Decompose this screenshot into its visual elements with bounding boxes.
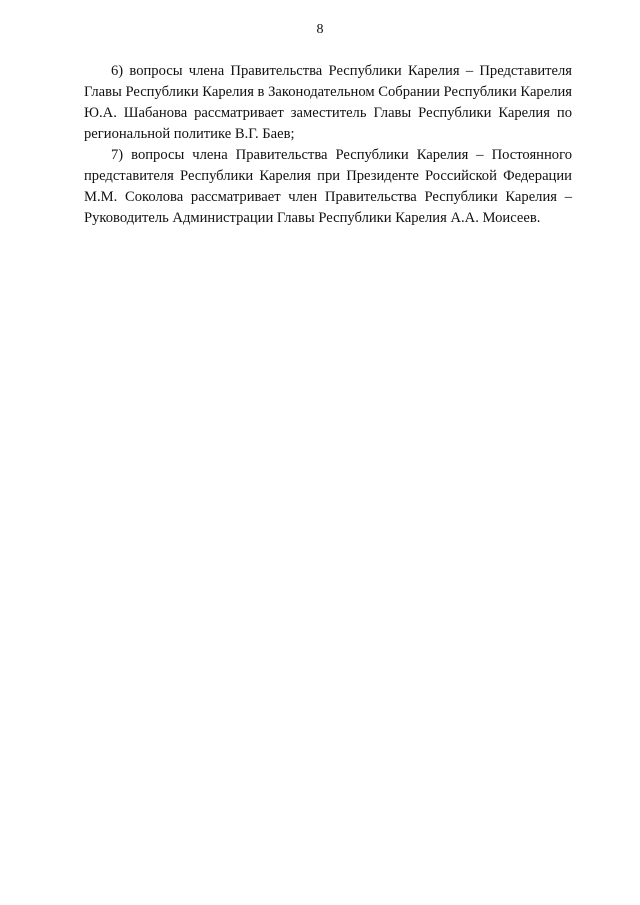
document-body bbox=[84, 61, 572, 229]
paragraph-item-6: 6) вопросы члена Правительства Республики Карелия – Представителя Главы Республики Карелия в Законодательном Собрании Республики Карелия Ю.А. Шабанова рассматривает заместитель Главы Республики Карелия по региональной политике В.Г. Баев; bbox=[84, 63, 573, 142]
paragraph-item-7: 7) вопросы члена Правительства Республики Карелия – Постоянного представителя Республики Карелия при Президенте Российской Федерации М.М. Соколова рассматривает член Правительства Республики Карелия – Руководитель Администрации Главы Республики Карелия А.А. Моисеев. bbox=[84, 147, 572, 226]
page-number: 8 bbox=[316, 22, 324, 37]
